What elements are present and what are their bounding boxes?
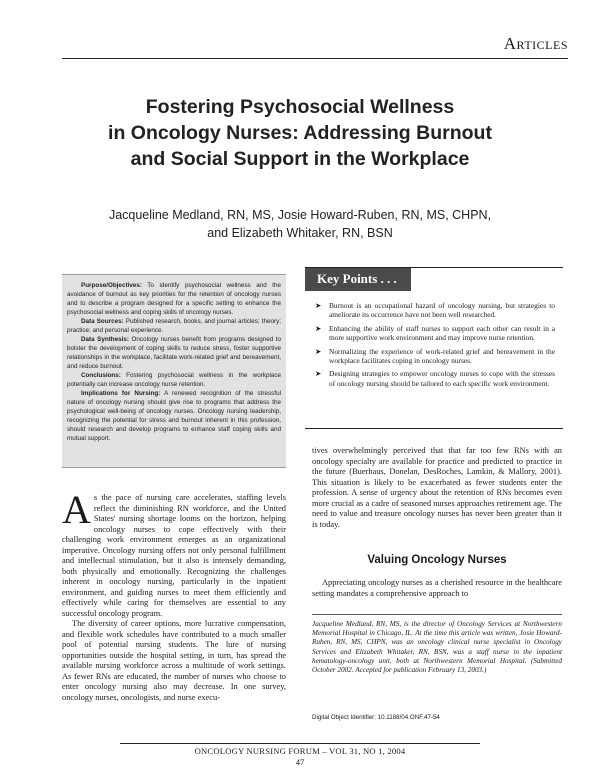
abstract-label: Conclusions: (81, 372, 121, 379)
abstract-label: Data Synthesis: (81, 336, 130, 343)
page-number: 47 (295, 757, 305, 767)
arrow-bullet-icon: ➤ (315, 346, 322, 356)
key-points-box (305, 267, 563, 429)
abstract-synthesis (67, 335, 281, 371)
abstract-sources (67, 317, 281, 335)
drop-cap: A (62, 487, 91, 532)
footer-divider (120, 743, 480, 744)
key-point-item (315, 324, 555, 343)
author-list (40, 206, 560, 242)
journal-footer: ONCOLOGY NURSING FORUM – VOL 31, NO 1, 2004 (194, 746, 406, 756)
author-line: Jacqueline Medland, RN, MS, Josie Howard-Ruben, RN, MS, CHPN, (108, 208, 492, 222)
key-point-text: Burnout is an occupational hazard of oncology nursing, but strategies to ameliorate its occurrence have not been well researched. (329, 301, 555, 320)
abstract-box (62, 274, 286, 468)
paragraph-text: s the pace of nursing care accelerates, staffing levels reflect the diminishing RN workforce, and the United States' nursing shortage looms on the horizon, helping oncology nurses to cope effectively with their challenging work environment emerges as an organizational imperative. Oncology nursing offers not only personal fulfillment and intellectual stimulation, but it also is intensely demanding, both physically and emotionally. Recognizing the challenges inherent in oncology nursing, particularly in the inpatient environment, and guiding nurses to meet them efficiently and effectively while caring for themselves are essential to any successful oncology program. (62, 493, 286, 618)
title-line: in Oncology Nurses: Addressing Burnout (108, 122, 492, 144)
article-title (40, 94, 560, 172)
abstract-label: Data Sources: (81, 318, 124, 325)
author-bio-footnote: Jacqueline Medland, RN, MS, is the director of Oncology Services at Northwestern Memorial Hospital in Chicago, IL. At the time this article was written, Josie Howard-Ruben, RN, MS, CHPN, was an oncology clinical nurse specialist in Oncology Services and Elizabeth Whitaker, RN, BSN, was a staff nurse in the inpatient hematology-oncology unit, both at Northwestern Memorial Hospital. (Submitted October 2002. Accepted for publication February 13, 2003.) (312, 620, 562, 675)
body-column-left (62, 487, 286, 703)
body-paragraph: The diversity of career options, more lucrative compensation, and flexible work schedules have contributed to a much smaller pool of potential nursing students. The lure of nursing opportunities outside the hospital setting, in turn, has spread the available nursing workforce across a multitude of work settings. As fewer RNs are educated, the number of nurses who choose to enter oncology nursing also may decrease. In one survey, oncology nurses, oncologists, and nurse execu- (62, 619, 286, 702)
key-points-header: Key Points . . . (305, 268, 411, 291)
body-column-right (312, 446, 562, 530)
section-label: Articles (503, 34, 568, 53)
body-paragraph: tives overwhelmingly perceived that that far too few RNs with an oncology specialty are available for practice and predicted to practice in the future (Buerhaus, Donelan, DesRoches, Lamkin, & Mallory, 2001). This situation is likely to be exacerbated as fewer students enter the profession. A sense of urgency about the retention of RNs becomes even more crucial as a cadre of seasoned nurses approaches retirement age. The need to value and treasure oncology nurses has never been greater than it is today. (312, 446, 562, 529)
body-column-right-continued (312, 578, 562, 599)
key-point-text: Enhancing the ability of staff nurses to support each other can result in a more supportive work environment and may improve nurse retention. (329, 323, 555, 343)
key-point-text: Normalizing the experience of work-related grief and bereavement in the workplace facilitates coping in oncology nurses. (329, 346, 555, 366)
abstract-text: A renewed recognition of the stressful nature of oncology nursing should give rise to programs that address the psychological well-being of oncology nurses. Oncology nursing leadership, recognizing the potential for stress and burnout inherent in this profession, should research and develop programs to enhance staff coping skills and mutual support. (67, 390, 281, 442)
key-point-text: Designing strategies to empower oncology nurses to cope with the stresses of oncology nursing should be tailored to each specific work environment. (329, 369, 555, 388)
key-point-item (315, 301, 555, 320)
doi-text: Digital Object Identifier: 10.1188/04.ONF.47-54 (312, 714, 440, 721)
footnote-divider (312, 614, 562, 615)
section-heading: Valuing Oncology Nurses (367, 554, 507, 566)
title-line: and Social Support in the Workplace (130, 148, 470, 170)
key-point-item (315, 347, 555, 366)
abstract-implications (67, 389, 281, 443)
abstract-purpose (67, 281, 281, 317)
abstract-label: Purpose/Objectives: (81, 282, 142, 289)
abstract-text: To identify psychosocial wellness and the avoidance of burnout as key priorities for the retention of oncology nurses and to describe a program designed for a specific setting to enhance the psychosocial wellness and coping skills of oncology nurses. (67, 282, 281, 316)
arrow-bullet-icon: ➤ (315, 301, 322, 310)
abstract-conclusions (67, 371, 281, 389)
body-paragraph: Appreciating oncology nurses as a cherished resource in the healthcare setting mandates a comprehensive approach to (312, 578, 562, 598)
arrow-bullet-icon: ➤ (315, 323, 322, 333)
body-paragraph (62, 487, 286, 619)
abstract-text: Published research, books, and journal articles; theory; practice; and personal experience. (67, 318, 281, 334)
arrow-bullet-icon: ➤ (315, 369, 322, 379)
section-rule (62, 58, 568, 59)
abstract-text: Fostering psychosocial wellness in the workplace potentially can increase oncology nurse retention. (67, 372, 281, 388)
abstract-label: Implications for Nursing: (81, 390, 161, 397)
abstract-text: Oncology nurses benefit from programs designed to bolster the development of coping skills to reduce stress, foster supportive relationships in the workplace, facilitate work-related grief and bereavement, and reduce burnout. (67, 336, 282, 370)
author-line: and Elizabeth Whitaker, RN, BSN (207, 226, 393, 240)
key-point-item (315, 369, 555, 388)
title-line: Fostering Psychosocial Wellness (145, 96, 455, 118)
key-points-list (315, 301, 555, 392)
